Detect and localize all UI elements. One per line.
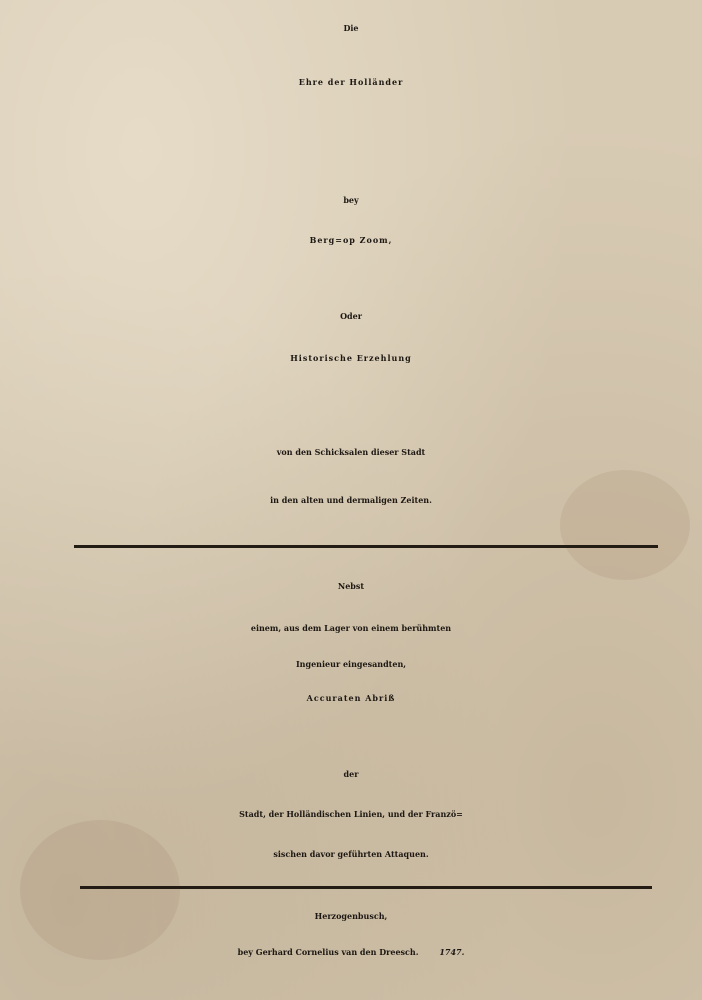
printer-name: bey Gerhard Cornelius van den Dreesch. [237, 947, 419, 957]
divider-rule [80, 886, 652, 889]
line-nebst: Nebst [337, 581, 365, 591]
subtitle-line-2: von den Schicksalen dieser Stadt [276, 447, 426, 457]
line-der: der [343, 769, 359, 779]
main-title: Ehre der Holländer [298, 77, 404, 87]
subtitle: Historische Erzehlung [290, 353, 412, 363]
abriss-heading: Accuraten Abriß [306, 693, 396, 703]
paper-stain [560, 470, 690, 580]
place-name: Berg=op Zoom, [309, 235, 393, 245]
body-line-3: Stadt, der Holländischen Linien, und der Franzö= [239, 809, 463, 819]
imprint-year: 1747. [439, 947, 465, 957]
imprint-city: Herzogenbusch, [314, 911, 388, 921]
body-line-4: sischen davor geführten Attaquen. [273, 849, 429, 859]
paper-stain [20, 820, 180, 960]
divider-rule [74, 545, 658, 548]
body-line-1: einem, aus dem Lager von einem berühmten [250, 623, 452, 633]
subtitle-line-3: in den alten und dermaligen Zeiten. [270, 495, 432, 505]
line-die: Die [343, 23, 359, 33]
imprint-printer [0, 948, 702, 956]
body-line-2: Ingenieur eingesandten, [295, 659, 407, 669]
line-bey: bey [343, 195, 359, 205]
line-oder: Oder [340, 311, 362, 321]
